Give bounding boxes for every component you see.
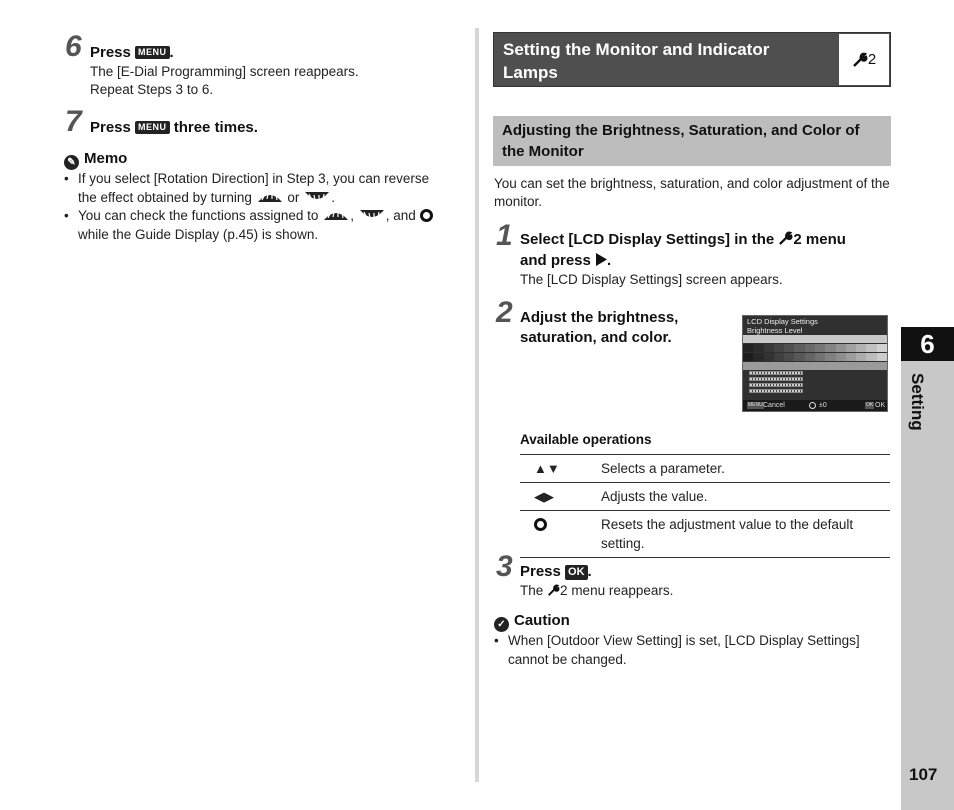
step-3-sub bbox=[520, 582, 673, 600]
step-6-press: Press bbox=[90, 44, 131, 61]
front-dial-icon bbox=[256, 191, 284, 203]
table-row bbox=[520, 455, 890, 483]
op-desc-3: Resets the adjustment value to the default setting. bbox=[601, 511, 890, 558]
lcd-title: LCD Display Settings bbox=[747, 317, 818, 326]
green-button-icon bbox=[534, 518, 547, 531]
caution-title: Caution bbox=[514, 612, 570, 629]
left-right-keys-icon: ◀▶ bbox=[520, 483, 601, 511]
memo-b2-line1: You can check the functions assigned to bbox=[78, 208, 319, 223]
step-7-press: Press bbox=[90, 119, 131, 136]
available-operations-heading: Available operations bbox=[520, 432, 652, 447]
rear-dial-icon bbox=[358, 209, 386, 221]
page-number: 107 bbox=[909, 765, 938, 784]
memo-heading bbox=[64, 150, 127, 170]
chapter-side-tab bbox=[901, 327, 954, 810]
memo-b1-line1: If you select [Rotation Direction] in Step 3, you can reverse bbox=[78, 171, 430, 186]
lcd-ok-key: OK bbox=[866, 402, 874, 408]
section-title: Setting the Monitor and Indicator Lamps bbox=[503, 40, 770, 82]
step-6-period: . bbox=[169, 44, 174, 61]
step-1-text-b: menu bbox=[805, 231, 846, 248]
caution-icon: ✓ bbox=[494, 617, 509, 632]
lcd-green-button-icon bbox=[809, 402, 816, 409]
step-1-end: . bbox=[607, 252, 612, 269]
step-3-period: . bbox=[587, 563, 592, 580]
step-6-line-2: Repeat Steps 3 to 6. bbox=[90, 82, 214, 97]
caution-bullet-1: • When [Outdoor View Setting] is set, [LCD Display Settings] cannot be changed. bbox=[494, 632, 889, 669]
setup-menu-badge bbox=[839, 34, 889, 85]
green-button-icon bbox=[420, 209, 433, 222]
step-3-press: Press bbox=[520, 563, 561, 580]
front-dial-icon bbox=[322, 209, 350, 221]
step-6-number: 6 bbox=[65, 30, 82, 63]
setup-menu-number: 2 bbox=[867, 51, 877, 68]
intro-text: You can set the brightness, saturation, and color adjustment of the monitor. bbox=[494, 176, 890, 209]
memo-b2-comma: , bbox=[350, 208, 354, 223]
step-3-heading bbox=[520, 561, 592, 582]
step-1-menu-num: 2 bbox=[793, 231, 802, 248]
op-desc-1: Selects a parameter. bbox=[601, 455, 890, 483]
wrench-icon bbox=[852, 52, 868, 67]
chapter-number: 6 bbox=[901, 327, 954, 361]
memo-b1-line2: the effect obtained by turning bbox=[78, 189, 252, 205]
lcd-bright-bar bbox=[743, 335, 887, 343]
memo-b2-line2: while the Guide Display (p.45) is shown. bbox=[78, 226, 319, 242]
wrench-icon bbox=[778, 231, 793, 245]
step-1-text-c: and press bbox=[520, 252, 591, 269]
step-3-sub-menu: 2 bbox=[560, 583, 568, 598]
menu-button-icon: MENU bbox=[135, 121, 170, 134]
step-1-number: 1 bbox=[496, 219, 513, 252]
section-title-bar bbox=[493, 32, 891, 87]
lcd-footer bbox=[743, 400, 887, 411]
step-7-heading bbox=[90, 117, 258, 138]
step-2-number: 2 bbox=[496, 296, 513, 329]
up-down-keys-icon: ▲▼ bbox=[520, 455, 601, 483]
lcd-cancel: Cancel bbox=[763, 402, 785, 409]
memo-b2-and: , and bbox=[385, 208, 416, 223]
memo-bullet-2: • You can check the functions assigned to , , and while the Guide Display (p.45) is shown. bbox=[64, 207, 469, 244]
step-7-number: 7 bbox=[65, 105, 82, 138]
lcd-ok: OK bbox=[875, 402, 886, 409]
lcd-value: ±0 bbox=[819, 402, 827, 409]
rear-dial-icon bbox=[303, 191, 331, 203]
table-row bbox=[520, 483, 890, 511]
memo-b1-or: or bbox=[287, 189, 300, 205]
step-6-heading bbox=[90, 42, 174, 63]
step-1-text-a: Select [LCD Display Settings] in the bbox=[520, 231, 775, 248]
memo-title: Memo bbox=[84, 150, 128, 167]
memo-bullet-1: • If you select [Rotation Direction] in Step 3, you can reverse the effect obtained by turning or . bbox=[64, 171, 430, 205]
op-desc-2: Adjusts the value. bbox=[601, 483, 890, 511]
chapter-label: Setting bbox=[908, 373, 927, 431]
subsection-title: Adjusting the Brightness, Saturation, and Color of the Monitor bbox=[502, 122, 860, 160]
memo-b1-end: . bbox=[331, 189, 335, 205]
step-6-line-1: The [E-Dial Programming] screen reappears. bbox=[90, 64, 359, 79]
caution-heading bbox=[494, 612, 570, 632]
step-1-sub: The [LCD Display Settings] screen appears. bbox=[520, 272, 783, 287]
memo-icon: ✎ bbox=[64, 155, 79, 170]
step-7-tail: three times. bbox=[173, 119, 258, 136]
lcd-menu-key: MENU bbox=[748, 402, 763, 408]
lcd-settings-screenshot bbox=[742, 315, 888, 412]
lcd-subtitle: Brightness Level bbox=[747, 326, 803, 335]
caution-b1-text: When [Outdoor View Setting] is set, [LCD Display Settings] cannot be changed. bbox=[508, 633, 860, 667]
lcd-gray-scale-1 bbox=[743, 344, 887, 352]
step-2-line-1: Adjust the brightness, bbox=[520, 309, 679, 326]
lcd-mid-bar bbox=[743, 362, 887, 370]
subsection-bar bbox=[493, 116, 891, 166]
menu-button-icon: MENU bbox=[135, 46, 170, 59]
column-divider bbox=[475, 28, 479, 782]
step-2-line-2: saturation, and color. bbox=[520, 329, 672, 346]
wrench-icon bbox=[547, 584, 560, 596]
step-1-heading bbox=[520, 229, 890, 271]
right-arrow-icon bbox=[595, 253, 607, 266]
operations-table bbox=[520, 454, 890, 558]
step-3-number: 3 bbox=[496, 550, 513, 583]
step-3-sub-b: menu reappears. bbox=[571, 583, 674, 598]
lcd-gray-scale-2 bbox=[743, 353, 887, 361]
ok-button-icon: OK bbox=[565, 565, 588, 580]
step-3-sub-a: The bbox=[520, 583, 544, 598]
lcd-sliders bbox=[749, 371, 803, 395]
table-row bbox=[520, 511, 890, 558]
